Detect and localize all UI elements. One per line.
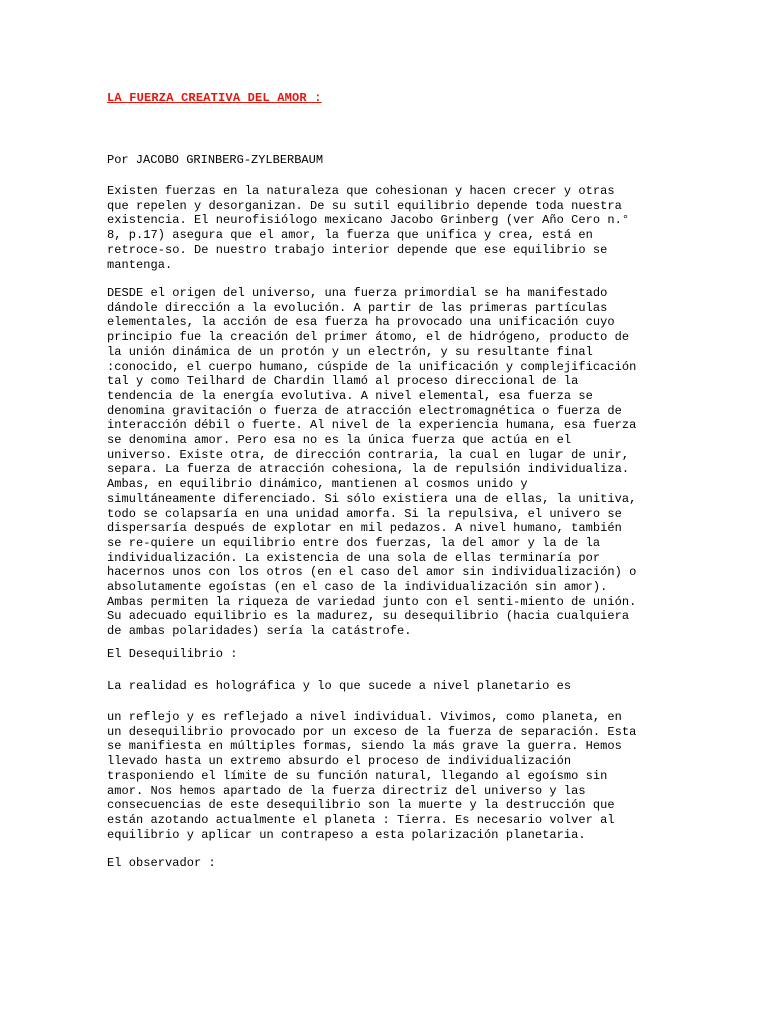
section-heading-desequilibrio: El Desequilibrio : [107, 647, 238, 661]
body-paragraph: La realidad es holográfica y lo que sucede a nivel planetario es [107, 679, 572, 693]
intro-paragraph: Existen fuerzas en la naturaleza que cohesionan y hacen crecer y otras que repelen y desorganizan. De su sutil equilibrio depende toda nuestra existencia. El neurofisiólogo mexicano Jacobo Grinberg (ver Año Cero n.° 8, p.17) asegura que el amor, la fuerza que unifica y crea, está en retroce-so. De nuestro trabajo interior depende que ese equilibrio se mantenga. [107, 184, 630, 272]
body-paragraph: un reflejo y es reflejado a nivel individual. Vivimos, como planeta, en un desequilibrio provocado por un exceso de la fuerza de separación. Esta se manifiesta en múltiples formas, siendo la más grave la guerra. Hemos llevado hasta un extremo absurdo el proceso de individualización trasponiendo el límite de su función natural, llegando al egoísmo sin amor. Nos hemos apartado de la fuerza directriz del universo y las consecuencias de este desequilibrio son la muerte y la destrucción que están azotando actualmente el planeta : Tierra. Es necesario volver al equilibrio y aplicar un contrapeso a esta polarización planetaria. [107, 710, 637, 842]
body-paragraph: DESDE el origen del universo, una fuerza primordial se ha manifestado dándole dirección a la evolución. A partir de las primeras partículas elementales, la acción de esa fuerza ha provocado una unificación cuyo principio fue la creación del primer átomo, el de hidrógeno, producto de la unión dinámica de un protón y un electrón, y su resultante final :conocido, el cuerpo humano, cúspide de la unificación y complejificación tal y como Teilhard de Chardin llamó al proceso direccional de la tendencia de la energía evolutiva. A nivel elemental, esa fuerza se denomina gravitación o fuerza de atracción electromagnética o fuerza de interacción débil o fuerte. Al nivel de la experiencia humana, esa fuerza se denomina amor. Pero esa no es la única fuerza que actúa en el universo. Existe otra, de dirección contraria, la cual en lugar de unir, separa. La fuerza de atracción cohesiona, la de repulsión individualiza. Ambas, en equilibrio dinámico, mantienen al cosmos unido y simultáneamente diferenciado. Si sólo existiera una de ellas, la unitiva, todo se colapsaría en una unidad amorfa. Si la repulsiva, el univero se dispersaría después de explotar en mil pedazos. A nivel humano, también se re-quiere un equilibrio entre dos fuerzas, la del amor y la de la individualización. La existencia de una sola de ellas terminaría por hacernos unos con los otros (en el caso del amor sin individualización) o absolutamente egoístas (en el caso de la individualización sin amor). Ambas permiten la riqueza de variedad junto con el senti-miento de unión. Su adecuado equilibrio es la madurez, su desequilibrio (hacia cualquiera de ambas polaridades) sería la catástrofe. [107, 286, 637, 639]
document-title: LA FUERZA CREATIVA DEL AMOR : [107, 91, 322, 105]
section-heading-observador: El observador : [107, 856, 216, 870]
author-byline: Por JACOBO GRINBERG-ZYLBERBAUM [107, 153, 324, 167]
